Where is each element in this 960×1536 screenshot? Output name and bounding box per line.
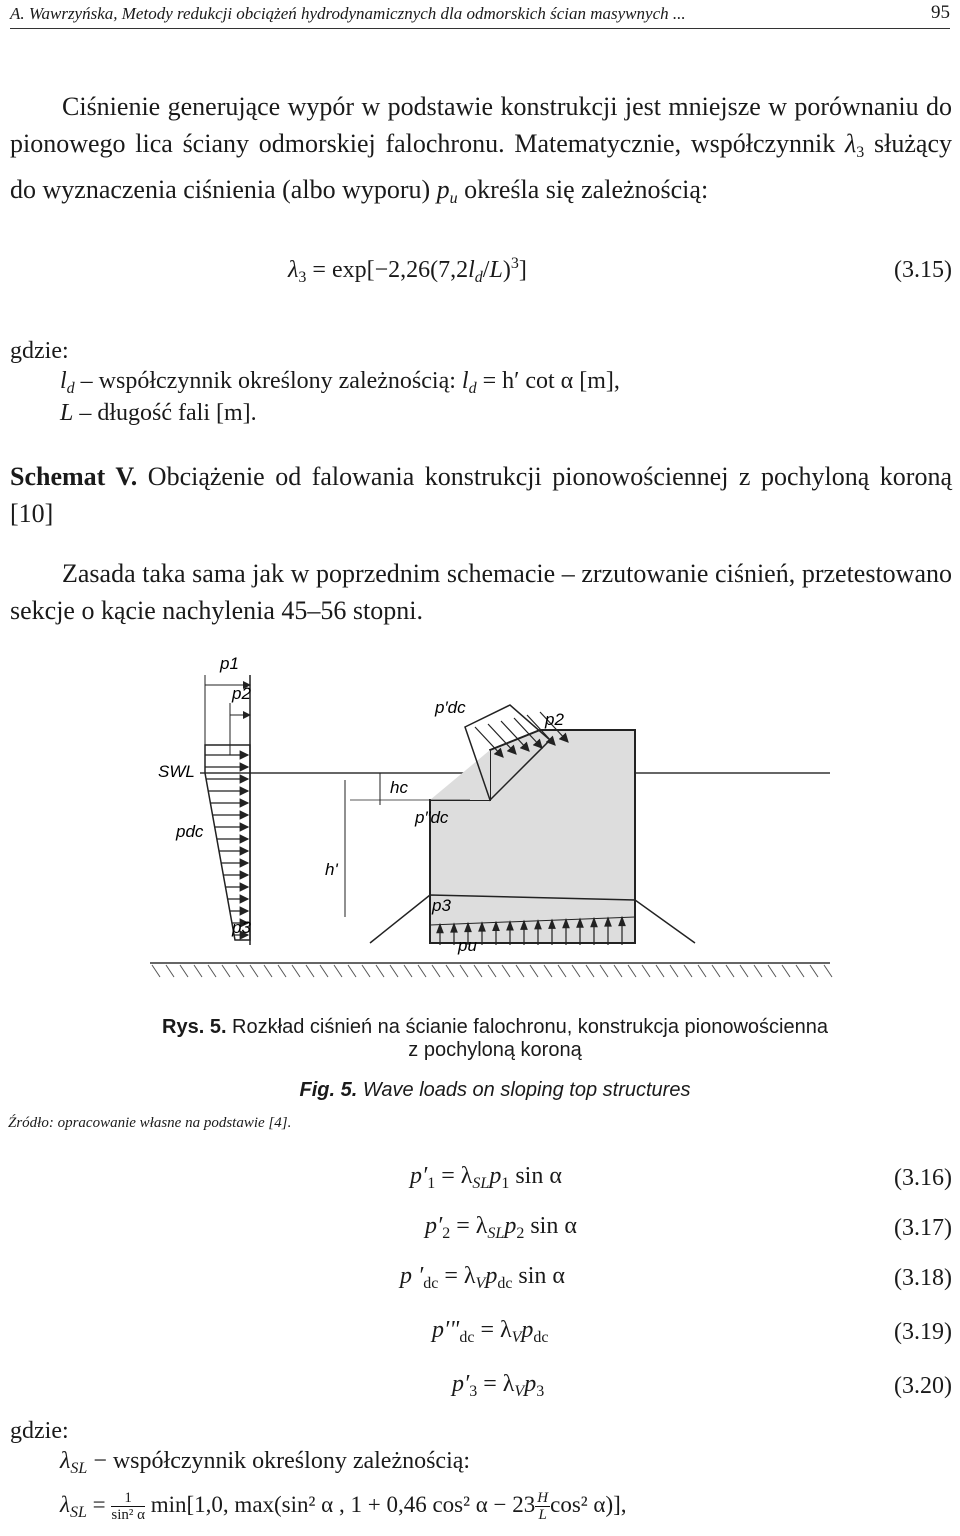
where-label-2: gdzie: bbox=[10, 1418, 69, 1444]
equation-row: $p'_1 = \lambda_{SL}p_1$ sin α bbox=[410, 1163, 562, 1192]
label-pdc-dprime: p″dc bbox=[415, 808, 449, 827]
seabed-hatch-line bbox=[348, 965, 356, 977]
seabed-hatch-line bbox=[404, 965, 412, 977]
figure-wave-loads bbox=[140, 655, 840, 990]
seabed-hatch-line bbox=[390, 965, 398, 977]
seabed-hatch-line bbox=[712, 965, 720, 977]
label-p2-left: p2 bbox=[232, 684, 251, 703]
running-title: A. Wawrzyńska, Metody redukcji obciążeń hydrodynamicznych dla odmorskich ścian masywnych ... bbox=[10, 4, 686, 23]
seabed-hatch-line bbox=[166, 965, 174, 977]
seabed-hatch-line bbox=[418, 965, 426, 977]
seabed-hatch-line bbox=[222, 965, 230, 977]
equation-number: (3.19) bbox=[894, 1319, 952, 1345]
equation-number: (3.20) bbox=[894, 1373, 952, 1399]
equation-row: $p'_2 = \lambda_{SL}p_2$ sin α bbox=[425, 1213, 577, 1242]
seabed-hatch-line bbox=[642, 965, 650, 977]
seabed-hatch-line bbox=[698, 965, 706, 977]
seabed-hatch-line bbox=[306, 965, 314, 977]
equation-row: $p'_3 = \lambda_Vp_3$ bbox=[452, 1371, 545, 1400]
seabed-hatch-line bbox=[586, 965, 594, 977]
seabed-hatch-line bbox=[194, 965, 202, 977]
zasada-paragraph: Zasada taka sama jak w poprzednim schemacie – zrzutowanie ciśnień, przetestowano sekcje o kącie nachylenia 45–56 stopni. bbox=[10, 559, 952, 625]
seabed-hatch-line bbox=[264, 965, 272, 977]
fraction-h-over-l: $\frac{H}{L}$ bbox=[537, 1490, 549, 1523]
where-row-lambda-sl: $\lambda_{SL}$ − współczynnik określony zależnością: bbox=[60, 1448, 471, 1477]
equation-number: (3.18) bbox=[894, 1265, 952, 1291]
where-row-L: L – długość fali [m]. bbox=[60, 400, 257, 426]
seabed-hatch-line bbox=[782, 965, 790, 977]
seabed-hatch-line bbox=[754, 965, 762, 977]
seabed-hatch-line bbox=[614, 965, 622, 977]
seabed-hatch-line bbox=[516, 965, 524, 977]
seabed-hatch-line bbox=[796, 965, 804, 977]
figure-caption-en: Fig. 5. Wave loads on sloping top structures bbox=[299, 1079, 691, 1101]
schemat-heading: Schemat V. Obciążenie od falowania konstrukcji pionowościennej z pochyloną koroną [10] bbox=[10, 462, 952, 528]
seabed-hatch-line bbox=[670, 965, 678, 977]
seabed-hatch-line bbox=[474, 965, 482, 977]
label-p3-left: p3 bbox=[232, 918, 251, 937]
equation-number: (3.16) bbox=[894, 1165, 952, 1191]
seabed-hatch-line bbox=[726, 965, 734, 977]
figure-source: Źródło: opracowanie własne na podstawie [4]. bbox=[8, 1115, 292, 1131]
seabed-hatch-line bbox=[250, 965, 258, 977]
page-number: 95 bbox=[931, 2, 950, 23]
fraction-one-over-sin2: $\frac{1}{\text{sin² α}}$ bbox=[111, 1490, 145, 1523]
label-p1: p1 bbox=[220, 655, 239, 673]
seabed-hatch-line bbox=[236, 965, 244, 977]
running-header bbox=[10, 2, 950, 29]
seabed-hatch-line bbox=[432, 965, 440, 977]
equation-number-3-15: (3.15) bbox=[894, 257, 952, 283]
seabed-hatch-line bbox=[768, 965, 776, 977]
label-p3-right: p3 bbox=[432, 896, 451, 915]
where-label-1: gdzie: bbox=[10, 338, 69, 364]
equation-row: $p'"_{dc} = \lambda_Vp_{dc}$ bbox=[432, 1317, 549, 1346]
figure-caption-pl: Rys. 5. Rozkład ciśnień na ścianie falochronu, konstrukcja pionowościenna z pochyloną koroną bbox=[162, 1016, 828, 1061]
seabed-hatch-line bbox=[558, 965, 566, 977]
label-swl: SWL bbox=[158, 762, 195, 781]
seabed-hatch-line bbox=[334, 965, 342, 977]
label-pdc-left: pdc bbox=[176, 822, 204, 841]
label-h-prime: h' bbox=[325, 860, 338, 879]
where-row-ld: $l_d$ – współczynnik określony zależnością: $l_d = h'$ cot α [m], bbox=[60, 368, 620, 397]
label-hc: hc bbox=[390, 778, 408, 797]
label-p2-right: p2 bbox=[545, 710, 564, 729]
seabed-hatch-line bbox=[544, 965, 552, 977]
seabed-hatch-line bbox=[208, 965, 216, 977]
equation-3-15: $\lambda_3 = \exp[-2,26(7,2l_d/L)^3]$ bbox=[288, 255, 527, 286]
seabed-hatch-line bbox=[572, 965, 580, 977]
seabed-hatch-line bbox=[502, 965, 510, 977]
seabed-hatch-line bbox=[362, 965, 370, 977]
equation-number: (3.17) bbox=[894, 1215, 952, 1241]
seabed-hatch-line bbox=[180, 965, 188, 977]
intro-paragraph: Ciśnienie generujące wypór w podstawie konstrukcji jest mniejsze w porównaniu do pionowego lica ściany odmorskiej falochronu. Matematycznie, współczynnik $\lambda_3$ służący do wyznaczenia ciśnienia (albo wyporu) $p_u$ określa się zależnością: bbox=[10, 92, 952, 207]
seabed-hatch-line bbox=[684, 965, 692, 977]
seabed-hatch-line bbox=[600, 965, 608, 977]
seabed-hatch-line bbox=[152, 965, 160, 977]
label-pu: pu bbox=[458, 936, 477, 955]
seabed-hatch-line bbox=[628, 965, 636, 977]
seabed-hatch-line bbox=[376, 965, 384, 977]
seabed-hatch-line bbox=[320, 965, 328, 977]
equation-row: p $'_{dc} = \lambda_Vp_{dc}$ sin α bbox=[400, 1263, 566, 1292]
seabed-hatch-line bbox=[292, 965, 300, 977]
seabed-hatch-line bbox=[810, 965, 818, 977]
seabed-hatch-line bbox=[446, 965, 454, 977]
seabed-hatch-line bbox=[460, 965, 468, 977]
seabed-hatch-line bbox=[278, 965, 286, 977]
seabed-hatch-line bbox=[824, 965, 832, 977]
seabed-hatch-line bbox=[488, 965, 496, 977]
seabed-hatch-line bbox=[656, 965, 664, 977]
label-pdc-prime: p′dc bbox=[435, 698, 466, 717]
equation-lambda-sl: $\lambda_{SL}$ = $\frac{1}{\text{sin² α}}$ min[1,0, max(sin² α , 1 + 0,46 cos² α − 23 $\frac{H}{L}$ cos² α)], bbox=[60, 1490, 627, 1523]
seabed-hatch-line bbox=[530, 965, 538, 977]
seabed-hatch-line bbox=[740, 965, 748, 977]
